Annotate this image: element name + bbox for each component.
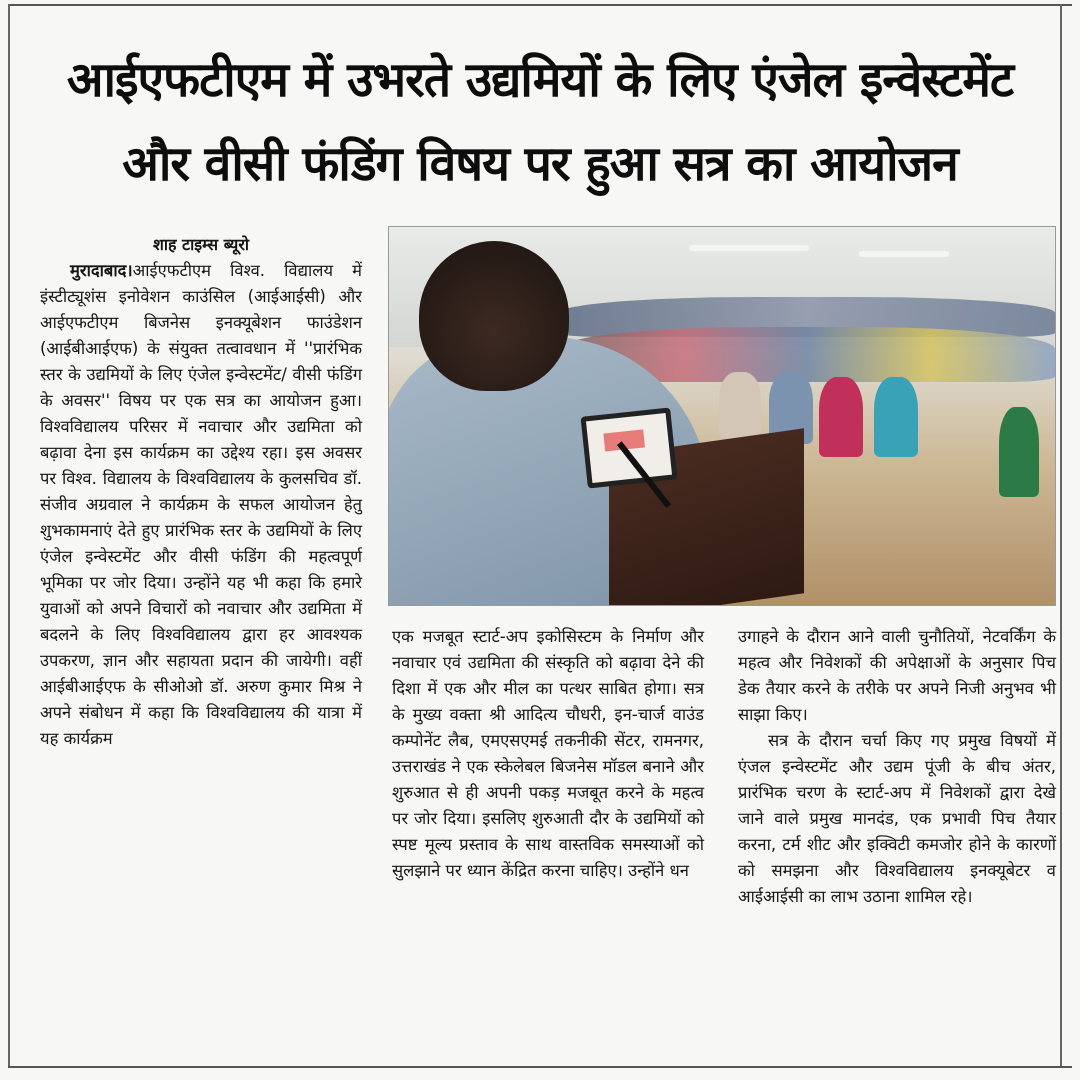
column-3-paragraph-1: उगाहने के दौरान आने वाली चुनौतियों, नेटवर्किंग के महत्व और निवेशकों की अपेक्षाओं के अनुसार पिच डेक तैयार करने के तरीके पर अपने निजी अनुभव भी साझा किए। [738, 627, 1056, 724]
headline-line-1: आईएफटीएम में उभरते उद्यमियों के लिए एंजेल इन्वेस्टमेंट [66, 52, 1014, 108]
photo-laptop [580, 407, 677, 488]
article-column-3 [738, 624, 1056, 910]
page-border-top [8, 4, 1072, 6]
event-photo [388, 226, 1056, 606]
photo-audience-person [999, 407, 1039, 497]
photo-audience-person [819, 377, 863, 457]
headline-line-2: और वीसी फंडिंग विषय पर हुआ सत्र का आयोजन [122, 136, 958, 192]
photo-audience-person [719, 372, 761, 438]
photo-ceiling-light [689, 245, 809, 251]
photo-ceiling-light [859, 251, 949, 257]
page-border-bottom [8, 1066, 1072, 1068]
photo-audience-person [874, 377, 918, 457]
photo-speaker-head [419, 241, 569, 391]
column-3-paragraph-2: सत्र के दौरान चर्चा किए गए प्रमुख विषयों में एंजल इन्वेस्टमेंट और उद्यम पूंजी के बीच अंतर, प्रारंभिक चरण के स्टार्ट-अप में निवेशकों द्वारा देखे जाने वाले प्रमुख मानदंड, एक प्रभावी पिच तैयार करना, टर्म शीट और इक्विटी कमजोर होने के कारणों को समझना और विश्वविद्यालय इनक्यूबेटर व आईआईसी का लाभ उठाना शामिल रहे। [738, 731, 1056, 906]
column-1-text: आईएफटीएम विश्व. विद्यालय में इंस्टीट्यूशंस इनोवेशन काउंसिल (आईआईसी) और आईएफटीएम बिजनेस इनक्यूबेशन फाउंडेशन (आईबीआईएफ) के संयुक्त तत्वावधान में ''प्रारंभिक स्तर के उद्यमियों के लिए एंजेल इन्वेस्टमेंट/ वीसी फंडिंग के अवसर'' विषय पर एक सत्र का आयोजन हुआ। विश्वविद्यालय परिसर में नवाचार और उद्यमिता को बढ़ावा देना इस कार्यक्रम का उद्देश्य रहा। इस अवसर पर विश्व. विद्यालय के विश्वविद्यालय के कुलसचिव डॉ. संजीव अग्रवाल ने कार्यक्रम के सफल आयोजन हेतु शुभकामनाएं देते हुए प्रारंभिक स्तर के उद्यमियों के लिए एंजेल इन्वेस्टमेंट और वीसी फंडिंग की महत्वपूर्ण भूमिका पर जोर दिया। उन्होंने यह भी कहा कि हमारे युवाओं को अपने विचारों को नवाचार और उद्यमिता में बदलने के लिए विश्वविद्यालय द्वारा हर आवश्यक उपकरण, ज्ञान और सहायता प्रदान की जायेगी। वहीं आईबीआईएफ के सीओओ डॉ. अरुण कुमार मिश्र ने अपने संबोधन में कहा कि विश्वविद्यालय की यात्रा में यह कार्यक्रम [40, 261, 362, 748]
article-column-2 [392, 624, 704, 884]
article-column-1 [40, 232, 362, 752]
column-2-text: एक मजबूत स्टार्ट-अप इकोसिस्टम के निर्माण और नवाचार एवं उद्यमिता की संस्कृति को बढ़ावा देने की दिशा में एक और मील का पत्थर साबित होगा। सत्र के मुख्य वक्ता श्री आदित्य चौधरी, इन-चार्ज वाउंड कम्पोनेंट लैब, एमएसएमई तकनीकी सेंटर, रामनगर, उत्तराखंड ने एक स्केलेबल बिजनेस मॉडल बनाने और शुरुआत से ही अपनी पकड़ मजबूत करने के महत्व पर जोर दिया। इसलिए शुरुआती दौर के उद्यमियों को स्पष्ट मूल्य प्रस्ताव के साथ वास्तविक समस्याओं को सुलझाने पर ध्यान केंद्रित करना चाहिए। उन्होंने धन [392, 627, 704, 880]
page-border-left [8, 4, 10, 1068]
page-border-right [1060, 4, 1062, 1068]
dateline-place: मुरादाबाद। [70, 261, 133, 280]
article-lead-paragraph [40, 258, 362, 752]
byline: शाह टाइम्स ब्यूरो [152, 235, 250, 254]
